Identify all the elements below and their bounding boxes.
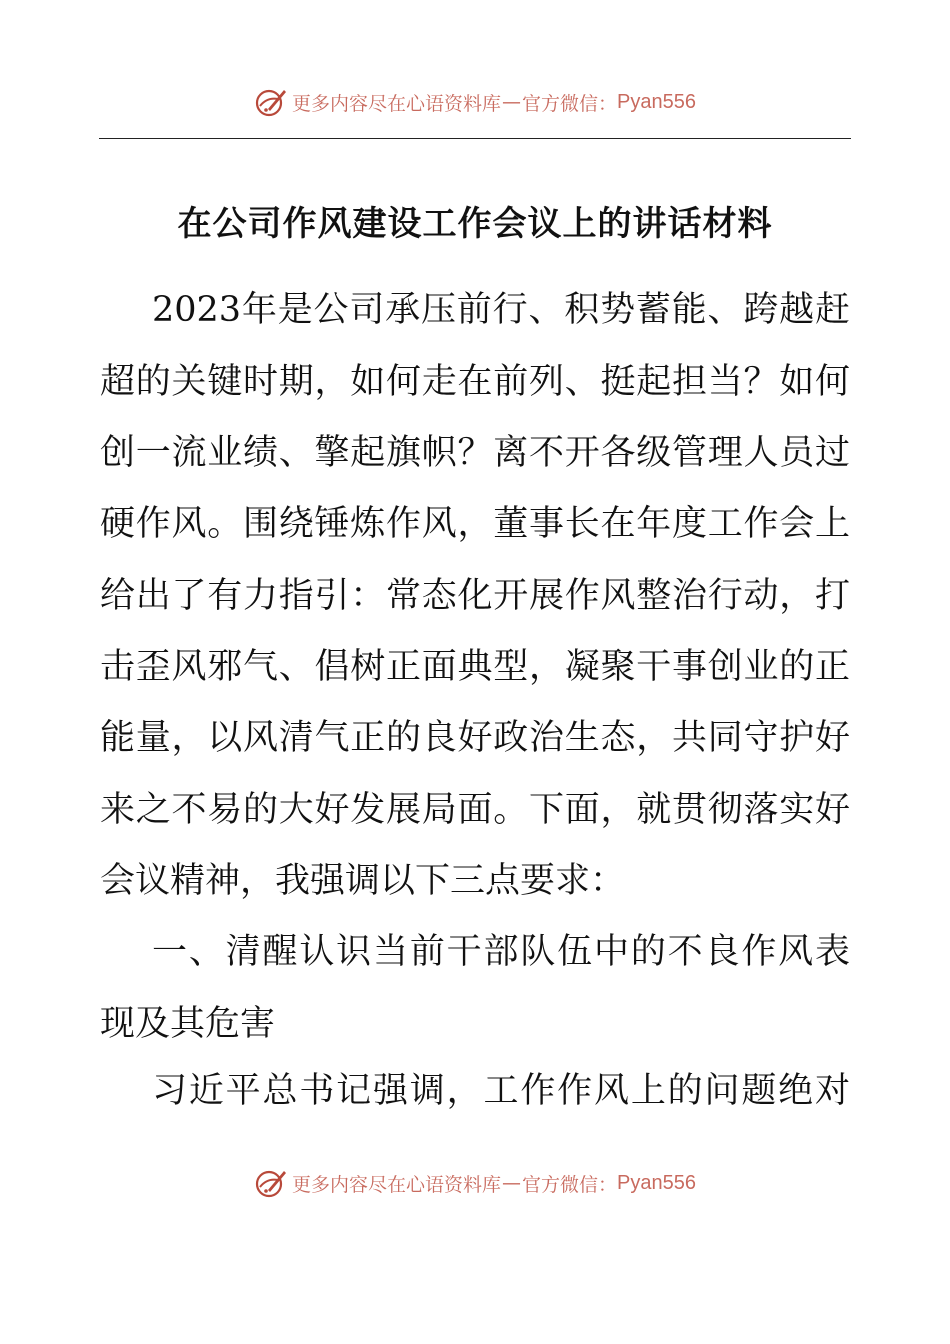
header-watermark bbox=[0, 82, 950, 122]
pen-logo-icon bbox=[254, 85, 288, 119]
body-line: 2023年是公司承压前行、积势蓄能、跨越赶 bbox=[152, 290, 850, 330]
pen-logo-icon bbox=[254, 1166, 288, 1200]
body-line: 击歪风邪气、倡树正面典型，凝聚干事创业的正 bbox=[100, 647, 850, 687]
section-heading-line: 现及其危害 bbox=[100, 1004, 276, 1044]
section-heading-line: 一、清醒认识当前干部队伍中的不良作风表 bbox=[152, 932, 850, 972]
body-line: 能量，以风清气正的良好政治生态，共同守护好 bbox=[100, 718, 850, 758]
header-divider bbox=[99, 138, 851, 139]
watermark-account-id: Pyan556 bbox=[617, 90, 696, 113]
watermark-text: 更多内容尽在心语资料库 bbox=[292, 1173, 502, 1196]
watermark-separator: — bbox=[502, 1172, 522, 1194]
footer-watermark bbox=[0, 1163, 950, 1203]
watermark-account-id: Pyan556 bbox=[617, 1171, 696, 1194]
body-line: 硬作风。围绕锤炼作风，董事长在年度工作会上 bbox=[100, 504, 850, 544]
watermark-account-label: 官方微信： bbox=[522, 92, 618, 115]
document-title: 在公司作风建设工作会议上的讲话材料 bbox=[177, 204, 773, 244]
body-line: 超的关键时期，如何走在前列、挺起担当？如何 bbox=[100, 362, 850, 402]
body-line: 习近平总书记强调，工作作风上的问题绝对 bbox=[152, 1071, 850, 1111]
watermark-separator: — bbox=[502, 91, 522, 113]
body-line: 给出了有力指引：常态化开展作风整治行动，打 bbox=[100, 576, 850, 616]
body-line: 创一流业绩、擎起旗帜？离不开各级管理人员过 bbox=[100, 433, 850, 473]
body-line: 来之不易的大好发展局面。下面，就贯彻落实好 bbox=[100, 790, 850, 830]
watermark-text: 更多内容尽在心语资料库 bbox=[292, 92, 502, 115]
watermark-account-label: 官方微信： bbox=[522, 1173, 618, 1196]
body-line: 会议精神，我强调以下三点要求： bbox=[100, 861, 626, 901]
